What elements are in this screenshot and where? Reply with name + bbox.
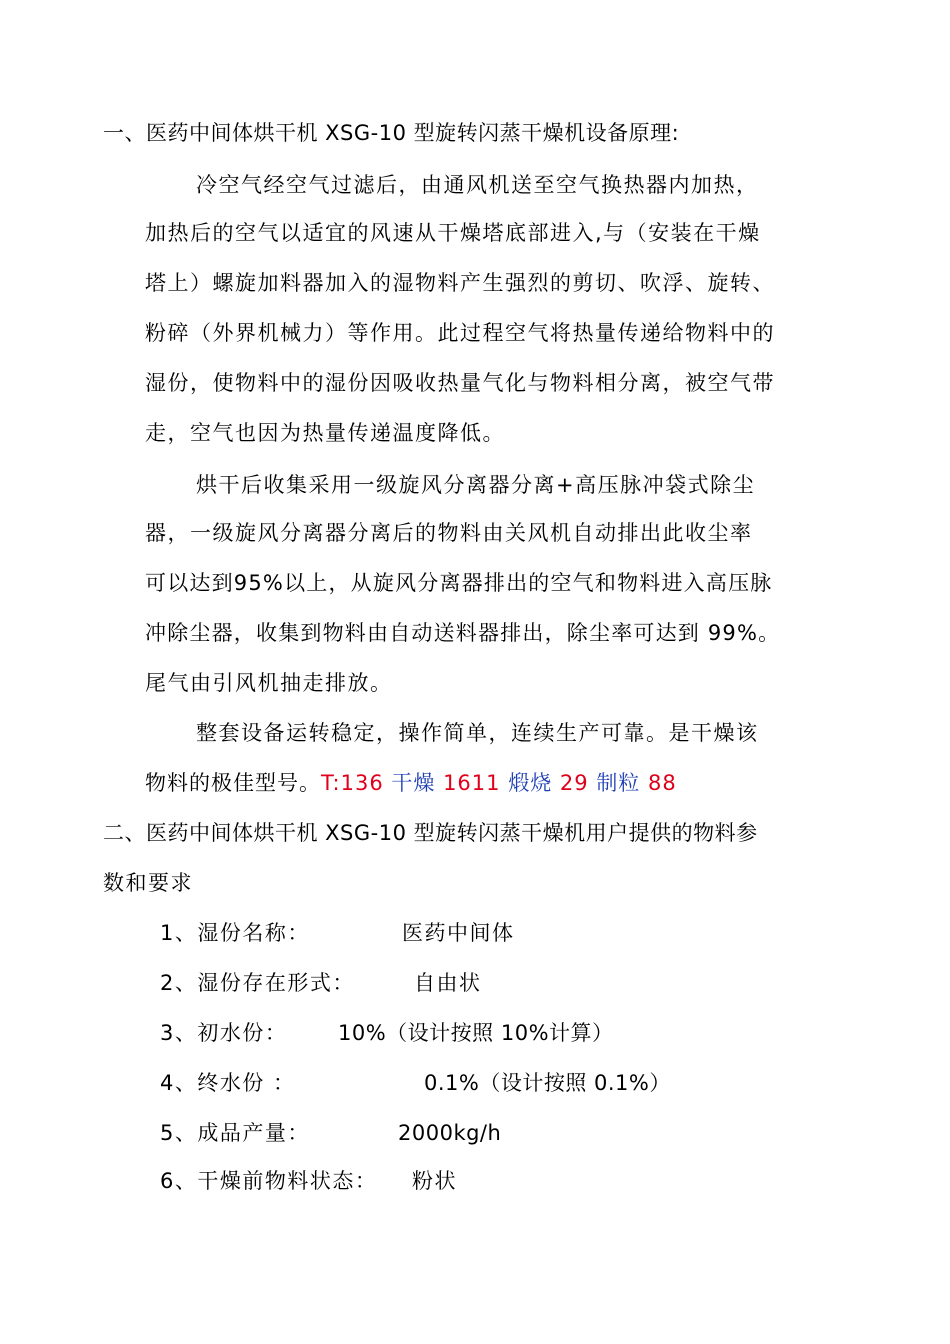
section2-heading: 二、医药中间体烘干机 XSG-10 型旋转闪蒸干燥机用户提供的物料参 [103, 821, 758, 845]
item-label: 5、成品产量： [160, 1121, 310, 1145]
item-label: 2、湿份存在形式： [160, 971, 355, 995]
item-label: 3、初水份： [160, 1021, 288, 1045]
section2-heading-cont: 数和要求 [103, 871, 193, 895]
para2-line: 冲除尘器，收集到物料由自动送料器排出，除尘率可达到 99%。 [145, 621, 781, 645]
item-label: 4、终水份 ： [160, 1071, 296, 1095]
keyword-t: T:136 [321, 771, 384, 795]
keyword-calcine: 煅烧 [508, 771, 553, 795]
para1-line: 塔上）螺旋加料器加入的湿物料产生强烈的剪切、吹浮、旋转、 [145, 271, 775, 295]
keyword-calcine-num: 29 [559, 771, 589, 795]
para1-line: 加热后的空气以适宜的风速从干燥塔底部进入,与（安装在干燥 [145, 221, 761, 245]
item-value: 2000kg/h [398, 1121, 502, 1145]
item-value: 自由状 [414, 971, 482, 995]
keyword-dry: 干燥 [391, 771, 436, 795]
para1-line: 湿份，使物料中的湿份因吸收热量气化与物料相分离，被空气带 [145, 371, 775, 395]
para2-line: 烘干后收集采用一级旋风分离器分离+高压脉冲袋式除尘 [196, 473, 756, 497]
item-value: 0.1%（设计按照 0.1%） [424, 1071, 671, 1095]
para3-text: 物料的极佳型号。 [145, 771, 321, 795]
item-label: 1、湿份名称： [160, 921, 310, 945]
item-value: 10%（设计按照 10%计算） [338, 1021, 614, 1045]
section1-heading: 一、医药中间体烘干机 XSG-10 型旋转闪蒸干燥机设备原理: [103, 121, 680, 145]
para1-line: 冷空气经空气过滤后，由通风机送至空气换热器内加热， [196, 173, 759, 197]
para1-line: 粉碎（外界机械力）等作用。此过程空气将热量传递给物料中的 [145, 321, 775, 345]
item-label: 6、干燥前物料状态： [160, 1169, 378, 1193]
para3-last-line [145, 768, 677, 798]
keyword-dry-num: 1611 [443, 771, 501, 795]
para1-line: 走，空气也因为热量传递温度降低。 [145, 421, 505, 445]
keyword-granulate: 制粒 [596, 771, 641, 795]
para2-line: 器，一级旋风分离器分离后的物料由关风机自动排出此收尘率 [145, 521, 753, 545]
para3-line: 整套设备运转稳定，操作简单，连续生产可靠。是干燥该 [196, 721, 759, 745]
item-value: 医药中间体 [402, 921, 515, 945]
keyword-granulate-num: 88 [648, 771, 677, 795]
item-value: 粉状 [412, 1169, 457, 1193]
para2-line: 尾气由引风机抽走排放。 [145, 671, 393, 695]
para2-line: 可以达到95%以上，从旋风分离器排出的空气和物料进入高压脉 [145, 571, 773, 595]
